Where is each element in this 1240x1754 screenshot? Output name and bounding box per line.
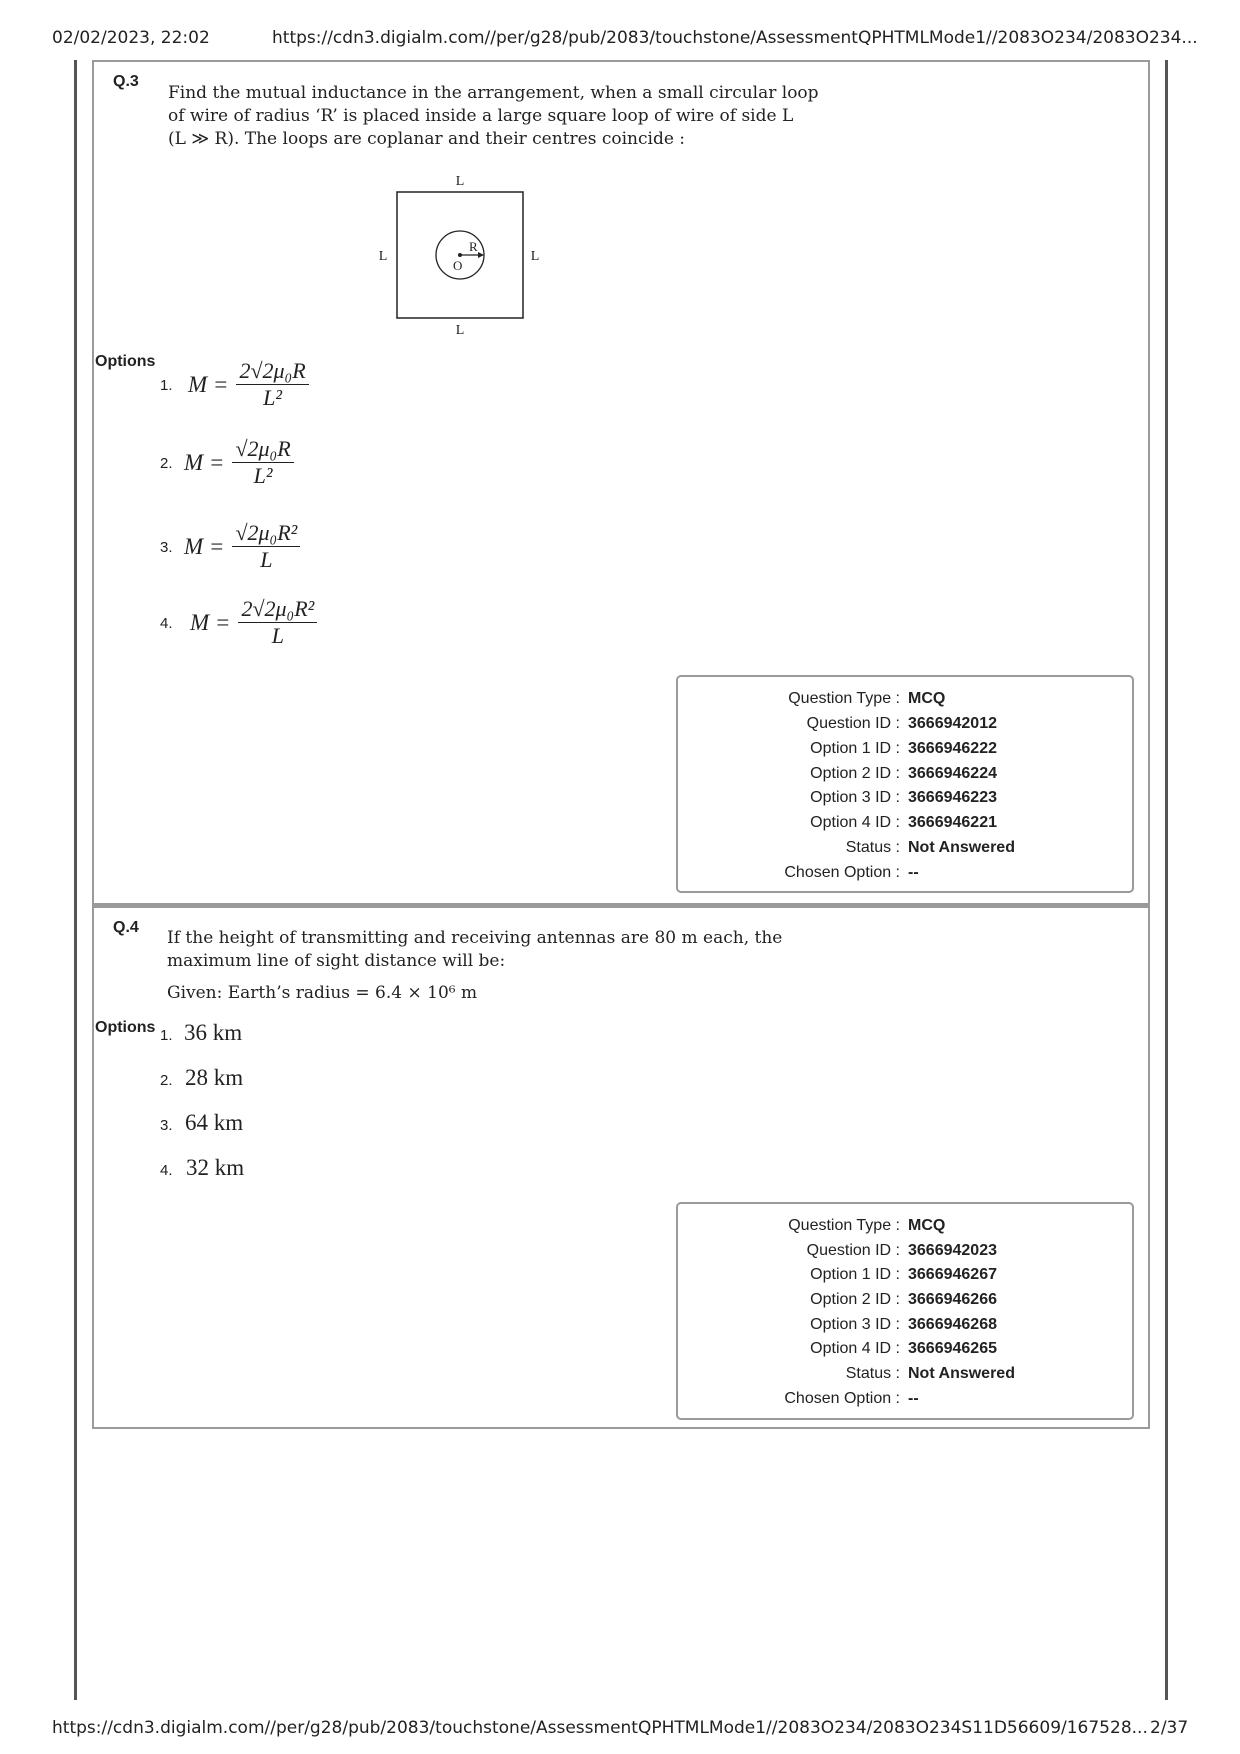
option-value: 28 km xyxy=(185,1065,244,1090)
option-1-formula xyxy=(188,358,309,411)
formula-numerator: √2μ₀R² xyxy=(232,520,300,547)
label-bottom: L xyxy=(455,323,465,338)
option-number: 3. xyxy=(160,1117,173,1134)
question-info-panel: Question Type : MCQ Question ID : 3666942012 Option 1 ID : 3666946222 Option 2 ID : 3666946224 Option 3 ID : 3666946223 Option 4 ID : 3666946221 Status : Not Answered Chosen Option : -- xyxy=(676,675,1134,893)
option-number: 2. xyxy=(160,1072,173,1089)
formula-lhs: M = xyxy=(190,609,231,635)
loop-figure xyxy=(375,170,555,345)
option-4-formula xyxy=(190,596,317,649)
formula-numerator: 2√2μ₀R² xyxy=(238,596,317,623)
page-right-rule xyxy=(1165,60,1168,1700)
formula-numerator: 2√2μ₀R xyxy=(236,358,308,385)
option-number: 4. xyxy=(160,615,173,632)
question-text xyxy=(168,82,819,151)
option-number: 3. xyxy=(160,539,173,556)
formula-denominator: L xyxy=(271,623,284,648)
print-footer-url: https://cdn3.digialm.com//per/g28/pub/2083/touchstone/AssessmentQPHTMLMode1//2083O234/2083O234S11D56609/167528... xyxy=(52,1718,1148,1738)
option-number: 1. xyxy=(160,1027,173,1044)
print-datetime: 02/02/2023, 22:02 xyxy=(52,28,210,48)
question-number: Q.3 xyxy=(113,73,139,90)
question-text-line: of wire of radius ‘R’ is placed inside a large square loop of wire of side L xyxy=(168,106,794,126)
label-right: L xyxy=(530,249,540,264)
question-text-line: Find the mutual inductance in the arrangement, when a small circular loop xyxy=(168,83,819,103)
page-left-rule xyxy=(74,60,77,1700)
label-left: L xyxy=(378,249,388,264)
option-number: 1. xyxy=(160,377,173,394)
options-label: Options xyxy=(95,1019,156,1036)
label-top: L xyxy=(455,174,465,189)
option-value: 64 km xyxy=(185,1110,244,1135)
options-label: Options xyxy=(95,353,156,370)
formula-lhs: M = xyxy=(184,449,225,475)
option-3-formula xyxy=(184,520,300,573)
formula-numerator: √2μ₀R xyxy=(232,436,293,463)
option-2-formula xyxy=(184,436,294,489)
formula-denominator: L² xyxy=(253,463,273,488)
formula-denominator: L xyxy=(260,547,273,572)
question-text-line: Given: Earth’s radius = 6.4 × 10⁶ m xyxy=(167,983,478,1003)
question-text-line: (L ≫ R). The loops are coplanar and their centres coincide : xyxy=(168,129,686,149)
option-value: 36 km xyxy=(184,1020,243,1045)
question-text-line: If the height of transmitting and receiving antennas are 80 m each, the xyxy=(167,928,783,948)
option-number: 4. xyxy=(160,1162,173,1179)
question-number: Q.4 xyxy=(113,919,139,936)
formula-lhs: M = xyxy=(188,371,229,397)
label-radius: R xyxy=(469,239,478,254)
print-header-url: https://cdn3.digialm.com//per/g28/pub/2083/touchstone/AssessmentQPHTMLMode1//2083O234/2083O234... xyxy=(272,28,1198,48)
option-number: 2. xyxy=(160,455,173,472)
radius-arrowhead xyxy=(478,252,484,258)
page-number: 2/37 xyxy=(1150,1718,1189,1738)
question-info-panel: Question Type : MCQ Question ID : 3666942023 Option 1 ID : 3666946267 Option 2 ID : 3666946266 Option 3 ID : 3666946268 Option 4 ID : 3666946265 Status : Not Answered Chosen Option : -- xyxy=(676,1202,1134,1420)
option-value: 32 km xyxy=(186,1155,245,1180)
label-centre: O xyxy=(453,258,463,273)
question-text-line: maximum line of sight distance will be: xyxy=(167,951,506,971)
formula-denominator: L² xyxy=(263,385,282,410)
question-text xyxy=(167,927,782,1005)
formula-lhs: M = xyxy=(184,533,225,559)
